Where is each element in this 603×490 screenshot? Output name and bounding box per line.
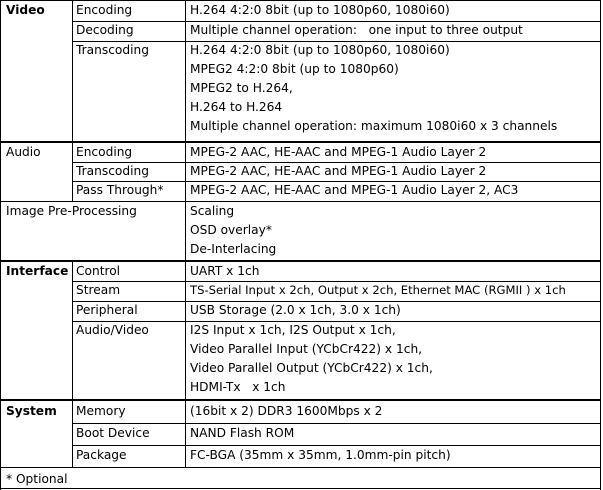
table-row	[0, 1, 600, 21]
row-divider	[72, 41, 601, 42]
subcategory-cell	[72, 262, 185, 281]
subcategory-cell	[72, 162, 185, 181]
value-line: H.264 to H.264	[190, 100, 283, 114]
subcategory-label: Pass Through*	[76, 183, 164, 197]
subcategory-cell	[72, 41, 185, 141]
category-cell	[0, 1, 72, 21]
table-row	[0, 21, 600, 41]
value-line: H.264 4:2:0 8bit (up to 1080p60, 1080i60)	[190, 43, 450, 57]
value-line: Video Parallel Input (YCbCr422) x 1ch,	[190, 342, 423, 356]
value-line: OSD overlay*	[190, 223, 272, 237]
value-line: MPEG-2 AAC, HE-AAC and MPEG-1 Audio Layer 2	[190, 145, 487, 159]
column-divider	[72, 0, 73, 201]
value-cell	[185, 1, 600, 21]
value-line: Scaling	[190, 204, 235, 218]
subcategory-label: Transcoding	[76, 43, 149, 57]
table-row	[0, 143, 600, 162]
value-cell	[185, 281, 600, 301]
value-cell	[185, 301, 600, 321]
subcategory-label: Audio/Video	[76, 323, 149, 337]
subcategory-cell	[72, 281, 185, 301]
category-label: Interface	[6, 264, 69, 278]
value-cell	[185, 401, 600, 423]
footnote: * Optional	[6, 472, 68, 486]
subcategory-label: Control	[76, 264, 121, 278]
row-divider	[72, 301, 601, 302]
column-divider	[72, 262, 73, 468]
table-row	[0, 181, 600, 201]
value-line: UART x 1ch	[190, 264, 260, 278]
subcategory-label: Memory	[76, 404, 126, 418]
row-divider	[72, 181, 601, 182]
table-row	[0, 162, 600, 181]
value-cell	[185, 21, 600, 41]
section-divider	[0, 141, 601, 143]
row-divider	[72, 162, 601, 163]
subcategory-cell	[72, 423, 185, 445]
table-border-top	[0, 0, 601, 1]
value-line: MPEG2 to H.264,	[190, 81, 293, 95]
value-cell	[185, 262, 600, 281]
value-cell	[185, 202, 600, 260]
table-row	[0, 401, 600, 423]
subcategory-label: Package	[76, 448, 127, 462]
table-row	[0, 321, 600, 399]
category-label: Audio	[6, 145, 41, 159]
value-line: De-Interlacing	[190, 242, 277, 256]
value-line: H.264 4:2:0 8bit (up to 1080p60, 1080i60)	[190, 3, 450, 17]
value-line: Multiple channel operation: maximum 1080i60 x 3 channels	[190, 119, 558, 133]
value-line: MPEG-2 AAC, HE-AAC and MPEG-1 Audio Layer 2	[190, 164, 487, 178]
row-divider	[72, 321, 601, 322]
category-label: Video	[6, 3, 45, 17]
table-row	[0, 41, 600, 141]
subcategory-cell	[72, 143, 185, 162]
value-line: NAND Flash ROM	[190, 426, 295, 440]
value-line: Multiple channel operation: one input to three output	[190, 23, 523, 37]
category-cell	[0, 143, 72, 162]
table-row	[0, 202, 600, 260]
subcategory-label: Peripheral	[76, 303, 138, 317]
value-line: USB Storage (2.0 x 1ch, 3.0 x 1ch)	[190, 303, 401, 317]
subcategory-cell	[72, 401, 185, 423]
subcategory-cell	[72, 445, 185, 467]
value-cell	[185, 181, 600, 201]
subcategory-label: Boot Device	[76, 426, 150, 440]
subcategory-cell	[72, 21, 185, 41]
table-border-left	[0, 0, 1, 490]
value-cell	[185, 445, 600, 467]
value-cell	[185, 321, 600, 399]
value-line: I2S Input x 1ch, I2S Output x 1ch,	[190, 323, 396, 337]
value-cell	[185, 143, 600, 162]
subcategory-label: Encoding	[76, 3, 133, 17]
column-divider	[185, 0, 186, 468]
table-row	[0, 281, 600, 301]
category-cell	[0, 202, 185, 260]
row-divider	[72, 281, 601, 282]
value-cell	[185, 162, 600, 181]
value-line: MPEG2 4:2:0 8bit (up to 1080p60)	[190, 62, 399, 76]
value-line: Video Parallel Output (YCbCr422) x 1ch,	[190, 361, 433, 375]
subcategory-cell	[72, 301, 185, 321]
table-border-bottom	[0, 488, 601, 489]
table-border-right	[600, 0, 601, 490]
row-divider	[72, 21, 601, 22]
subcategory-label: Transcoding	[76, 164, 149, 178]
category-cell	[0, 401, 72, 423]
value-line: (16bit x 2) DDR3 1600Mbps x 2	[190, 404, 383, 418]
category-cell	[0, 262, 72, 281]
section-divider	[0, 201, 601, 202]
subcategory-cell	[72, 1, 185, 21]
value-cell	[185, 423, 600, 445]
row-divider	[72, 423, 601, 424]
section-divider	[0, 399, 601, 401]
subcategory-cell	[72, 321, 185, 399]
table-row	[0, 445, 600, 467]
category-label: Image Pre-Processing	[6, 204, 137, 218]
section-divider	[0, 467, 601, 468]
table-row	[0, 262, 600, 281]
value-line: TS-Serial Input x 2ch, Output x 2ch, Ethernet MAC (RGMII ) x 1ch	[190, 283, 566, 297]
section-divider	[0, 260, 601, 262]
table-row	[0, 423, 600, 445]
value-line: HDMI-Tx x 1ch	[190, 380, 286, 394]
table-row	[0, 301, 600, 321]
subcategory-label: Decoding	[76, 23, 134, 37]
value-line: MPEG-2 AAC, HE-AAC and MPEG-1 Audio Layer 2, AC3	[190, 183, 519, 197]
row-divider	[72, 445, 601, 446]
subcategory-label: Encoding	[76, 145, 133, 159]
subcategory-cell	[72, 181, 185, 201]
category-label: System	[6, 404, 57, 418]
value-line: FC-BGA (35mm x 35mm, 1.0mm-pin pitch)	[190, 448, 451, 462]
subcategory-label: Stream	[76, 283, 121, 297]
value-cell	[185, 41, 600, 141]
